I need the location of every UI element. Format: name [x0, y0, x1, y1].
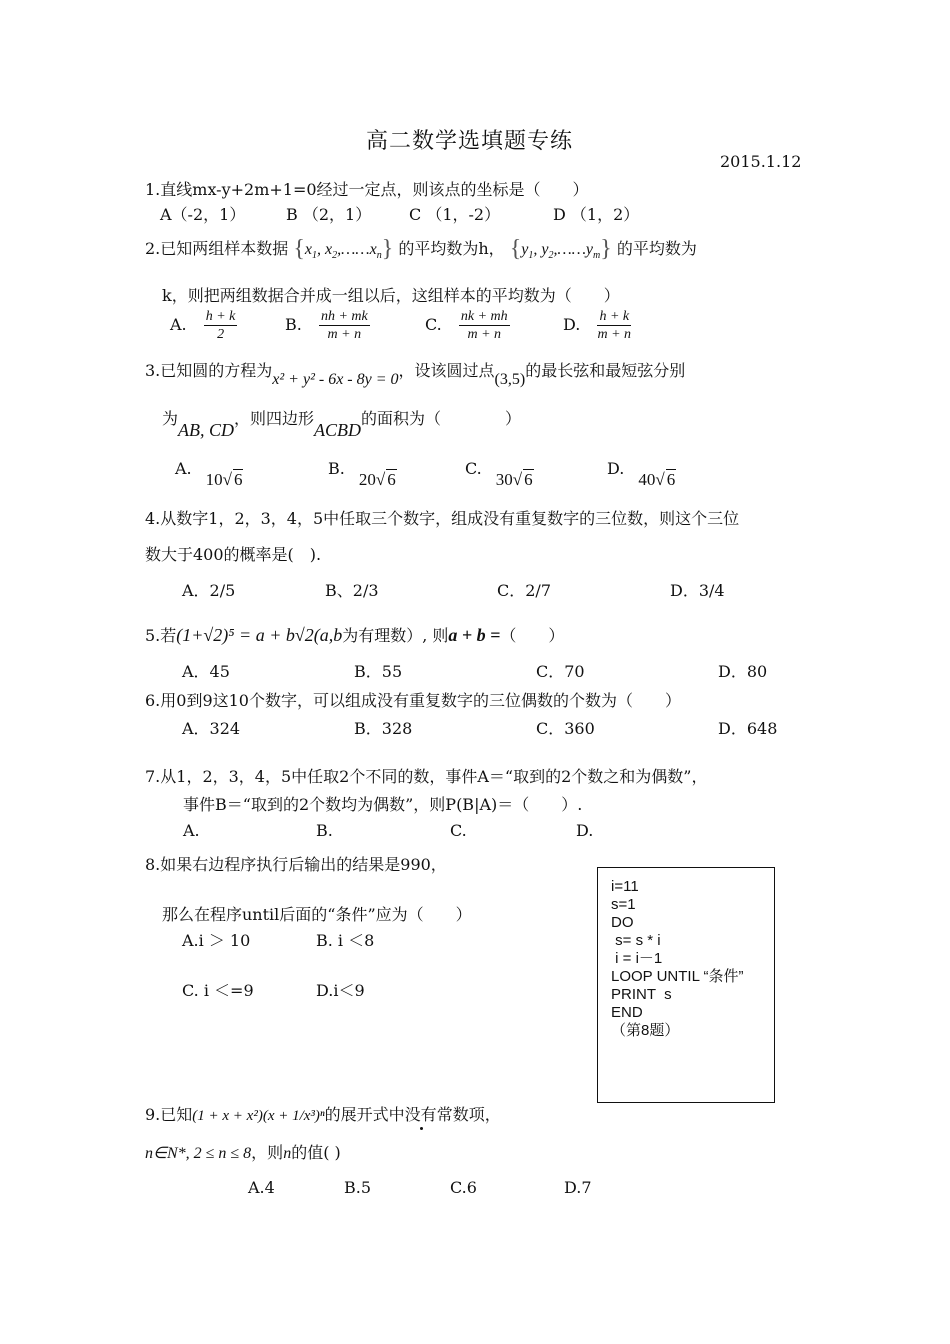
code-line-3: DO	[611, 914, 634, 931]
q3-equation: x² + y² - 6x - 8y = 0	[272, 371, 399, 388]
q9-prefix: 9.已知	[145, 1105, 193, 1124]
code-line-1: i=11	[611, 878, 639, 895]
question-7-line1: 7.从1，2，3，4，5中任取2个不同的数，事件A＝“取到的2个数之和为偶数”，	[145, 767, 708, 786]
q3-option-d: D.40√ 6	[607, 459, 676, 489]
q2-label-b: B.	[285, 315, 302, 334]
q5-option-b: B．55	[354, 662, 403, 681]
q3-text-b: ，设该圆过点	[398, 361, 495, 380]
q2-option-a	[170, 308, 237, 343]
q5-option-c: C．70	[536, 662, 585, 681]
question-2-line2: k，则把两组数据合并成一组以后，这组样本的平均数为（ ）	[162, 286, 620, 305]
q2-fraction-a: $\frac{h + k}{2}$	[205, 309, 236, 342]
question-1: 1.直线mx-y+2m+1=0经过一定点，则该点的坐标是（ ）	[145, 180, 589, 199]
q9-text-b: 常数项，	[436, 1105, 501, 1124]
q2-option-b	[285, 308, 370, 343]
q3-option-a: A.10√ 6	[175, 459, 243, 489]
question-8-line2: 那么在程序until后面的“条件”应为（ ）	[162, 905, 472, 924]
question-7-line2: 事件B＝“取到的2个数均为偶数”，则P(B|A)＝（ ）.	[183, 795, 583, 814]
q2-label-c: C.	[425, 315, 442, 334]
q5-option-a: A．45	[182, 662, 230, 681]
q8-option-b: B. i ＜8	[316, 931, 375, 950]
q5-sum: a + b =	[448, 625, 501, 645]
q5-prefix: 5.若	[145, 626, 177, 645]
q2-option-c	[425, 308, 510, 343]
q9-n: n	[283, 1145, 292, 1162]
q2-set-y: {$y_1$, $y_2,\dots\dots y_m$}	[509, 236, 612, 262]
q8-option-d: D.i＜9	[316, 981, 365, 1000]
program-box	[597, 867, 775, 1103]
q6-option-c: C．360	[536, 719, 595, 738]
question-5	[145, 623, 564, 646]
q9-option-d: D.7	[564, 1178, 592, 1197]
q1-option-d: D （1，2）	[553, 205, 640, 224]
q9-option-b: B.5	[344, 1178, 372, 1197]
q3-option-b: B.20√ 6	[328, 459, 396, 489]
q6-option-a: A．324	[182, 719, 241, 738]
q3-text-d: 为	[162, 409, 179, 428]
q5-mid: 为有理数）, 则	[342, 626, 449, 645]
q2-set-x: {$x_1$, $x_2,\dots\dots x_n$}	[293, 236, 394, 262]
q2-text-a: 2.已知两组样本数据	[145, 239, 289, 258]
q2-fraction-b: $\frac{nh + mk}{m + n}$	[320, 309, 368, 342]
q1-option-a: A（-2，1）	[160, 205, 246, 224]
q5-suffix: （ ）	[500, 626, 565, 645]
q2-label-d: D.	[563, 315, 581, 334]
q4-option-c: C．2/7	[497, 581, 551, 600]
q3-text-e: ，则四边形	[234, 409, 315, 428]
q3-point: (3,5)	[494, 371, 526, 388]
question-4-line2: 数大于400的概率是( ).	[145, 545, 322, 564]
q3-text-a: 3.已知圆的方程为	[145, 361, 273, 380]
q3-text-c: 的最长弦和最短弦分别	[525, 361, 686, 380]
question-3-line2	[162, 406, 522, 440]
q6-option-b: B．328	[354, 719, 413, 738]
q2-label-a: A.	[170, 315, 187, 334]
page-title: 高二数学选填题专练	[366, 129, 574, 154]
q7-option-b: B.	[316, 821, 333, 840]
q8-option-c: C. i ＜=9	[182, 981, 254, 1000]
q4-option-a: A．2/5	[182, 581, 236, 600]
q3-text-f: 的面积为（ ）	[361, 409, 522, 428]
q9-option-a: A.4	[248, 1178, 275, 1197]
question-9-line1	[145, 1102, 501, 1125]
question-9-line2	[145, 1140, 341, 1163]
q9-range: n∈N*, 2 ≤ n ≤ 8	[145, 1145, 252, 1162]
q8-option-a: A.i ＞ 10	[182, 931, 251, 950]
q4-option-b: B、2/3	[325, 581, 379, 600]
q5-expression: (1+√2)⁵ = a + b√2(a,b	[176, 625, 343, 645]
date: 2015.1.12	[720, 152, 802, 171]
q9-emphasis: 没有	[404, 1105, 437, 1124]
q9-expression: (1 + x + x²)(x + 1/x³)ⁿ	[192, 1108, 325, 1124]
code-caption: （第8题）	[611, 1022, 680, 1039]
q2-fraction-d: $\frac{h + k}{m + n}$	[597, 309, 632, 342]
q9-text-c: ，则	[251, 1143, 284, 1162]
q1-option-b: B （2，1）	[286, 205, 372, 224]
q2-text-c: 的平均数为	[616, 239, 697, 258]
code-line-5: i = i－1	[611, 950, 663, 967]
q1-option-c: C （1，-2）	[409, 205, 501, 224]
q7-option-a: A.	[183, 821, 200, 840]
question-4-line1: 4.从数字1，2，3，4，5中任取三个数字，组成没有重复数字的三位数，则这个三位	[145, 509, 740, 528]
q2-option-d	[563, 308, 631, 343]
question-6: 6.用0到9这10个数字，可以组成没有重复数字的三位偶数的个数为（ ）	[145, 691, 681, 710]
q7-option-c: C.	[450, 821, 467, 840]
q7-option-d: D.	[576, 821, 594, 840]
code-line-4: s= s * i	[611, 932, 661, 949]
code-line-7: PRINT s	[611, 986, 672, 1003]
q2-text-b: 的平均数为h，	[398, 239, 505, 258]
question-3-line1	[145, 358, 686, 388]
q2-fraction-c: $\frac{nk + mh}{m + n}$	[460, 309, 508, 342]
question-8-line1: 8.如果右边程序执行后输出的结果是990，	[145, 855, 447, 874]
code-line-2: s=1	[611, 896, 636, 913]
q6-option-d: D．648	[718, 719, 778, 738]
code-line-6: LOOP UNTIL “条件”	[611, 968, 744, 985]
q5-option-d: D．80	[718, 662, 768, 681]
q9-text-d: 的值( )	[291, 1143, 341, 1162]
q3-option-c: C.30√ 6	[465, 459, 533, 489]
q3-quadrilateral: ACBD	[314, 420, 362, 440]
q9-text-a: 的展开式中	[324, 1105, 405, 1124]
q4-option-d: D．3/4	[670, 581, 725, 600]
code-line-8: END	[611, 1004, 643, 1021]
q3-chords: AB, CD	[178, 420, 235, 440]
q9-option-c: C.6	[450, 1178, 477, 1197]
question-2-line1	[145, 236, 697, 263]
